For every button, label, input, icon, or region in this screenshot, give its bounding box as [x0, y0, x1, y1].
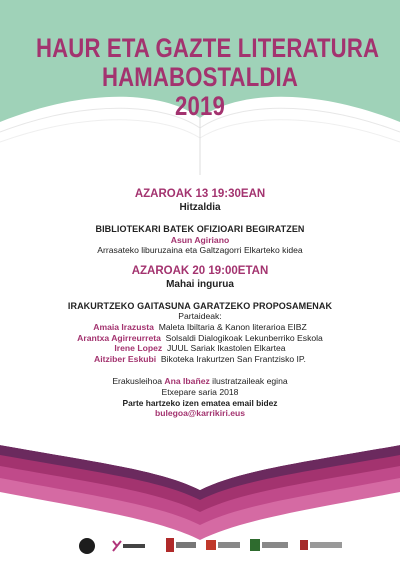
sponsor-logo-3 [166, 538, 196, 552]
title-line-1: HAUR ETA GAZTE LITERATURA [36, 33, 380, 63]
sponsor-logo-karrikiri [113, 541, 145, 551]
sponsor-logo-4 [206, 540, 240, 550]
contact-email[interactable]: bulegoa@karrikiri.eus [154, 408, 246, 419]
participant-row: Irene Lopez JUUL Sariak Ikastolen Elkartea [114, 343, 286, 354]
exhibit-line: Erakusleihoa Ana Ibañez ilustratzaileak egina [112, 376, 288, 387]
event1-speaker-role: Arrasateko liburuzaina eta Galtzagorri Elkarteko kidea [97, 245, 303, 256]
participant-row: Aitziber Eskubi Bikoteka Irakurtzen San Frantzisko IP. [94, 353, 306, 364]
contact-text: Parte hartzeko izen ematea email bidez [122, 397, 278, 408]
participant-row: Amaia Irazusta Maleta Ibiltaria & Kanon literarioa EIBZ [93, 321, 307, 332]
title-line-2: HAMABOSTALDIA [101, 62, 299, 92]
sponsor-logo-1 [79, 538, 95, 554]
festival-title [36, 33, 380, 121]
event2-date: AZAROAK 20 19:00ETAN [131, 264, 269, 277]
title-year: 2019 [175, 91, 225, 121]
sponsor-logo-6 [300, 540, 342, 550]
program-content [0, 188, 400, 419]
event2-type: Mahai ingurua [166, 278, 234, 290]
participants-label: Partaideak: [178, 311, 222, 322]
event1-type: Hitzaldia [179, 202, 221, 213]
event1-heading: BIBLIOTEKARI BATEK OFIZIOARI BEGIRATZEN [95, 224, 305, 234]
participant-row: Arantxa Agirreurreta Solsaldi Dialogikoak Lekunberriko Eskola [77, 332, 323, 343]
sponsor-logo-5 [250, 539, 288, 551]
event1-speaker: Asun Agiriano [170, 234, 230, 245]
event2-heading: IRAKURTZEKO GAITASUNA GARATZEKO PROPOSAMENAK [67, 300, 333, 311]
sponsor-logos [0, 533, 400, 559]
event1-date: AZAROAK 13 19:30EAN [134, 188, 266, 200]
exhibit-award: Etxepare saria 2018 [161, 386, 239, 397]
